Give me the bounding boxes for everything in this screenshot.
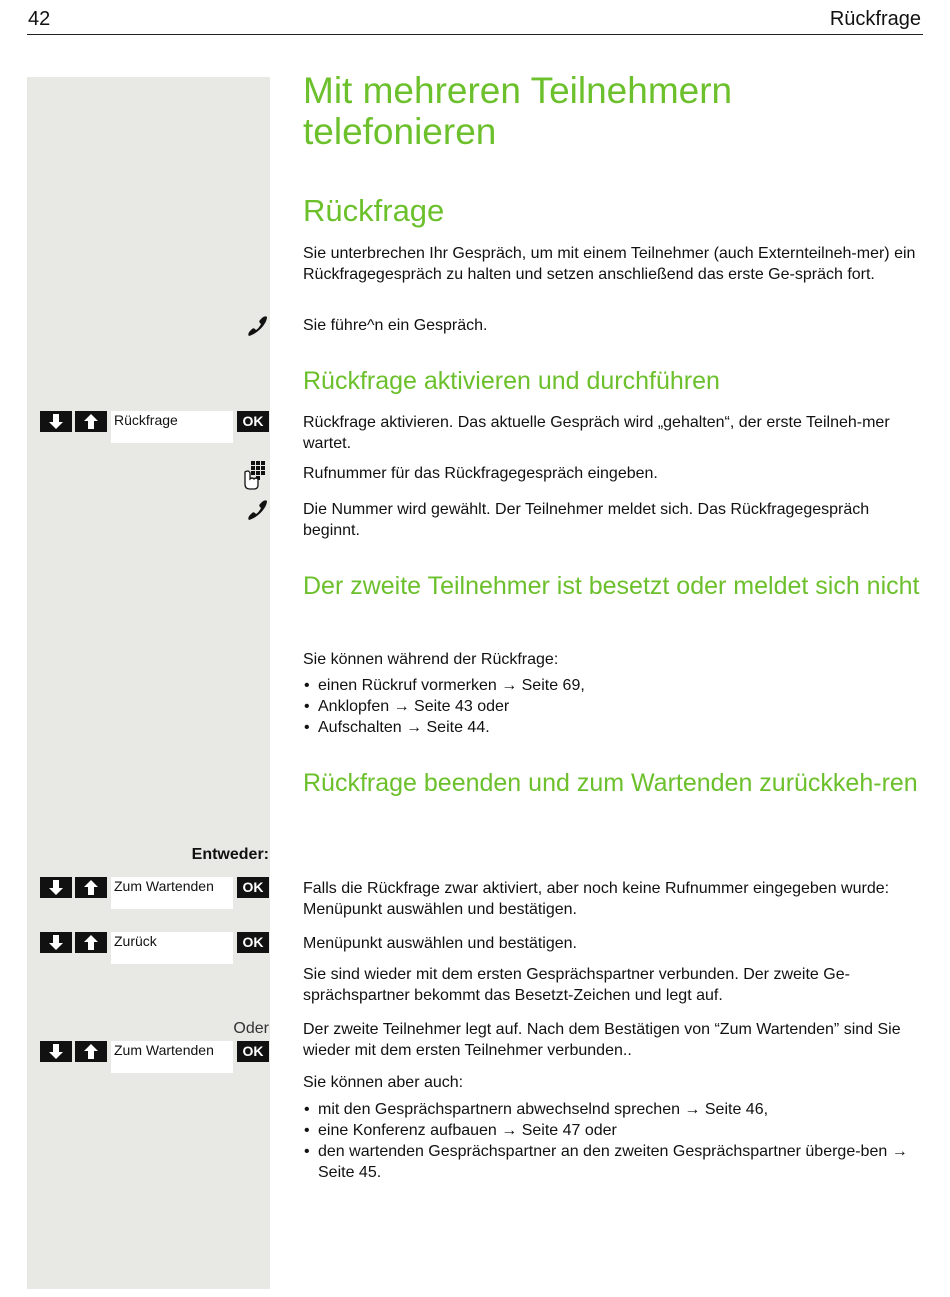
- handset-icon: [245, 498, 269, 522]
- menu-item-rueckfrage[interactable]: Rückfrage: [111, 411, 233, 443]
- menu-row-rueckfrage: [40, 411, 270, 443]
- arrow-down-icon[interactable]: [40, 411, 72, 432]
- handset-icon: [245, 314, 269, 338]
- end-text-1: Falls die Rückfrage zwar aktiviert, aber noch keine Rufnummer eingegeben wurde: Menüpunkt auswählen und bestätigen.: [303, 880, 890, 918]
- list-item: • Aufschalten → Seite 44.: [303, 717, 920, 738]
- arrow-down-icon[interactable]: [40, 877, 72, 898]
- or-label: Oder: [233, 1020, 269, 1037]
- sidebar-column: [27, 77, 270, 1289]
- step-dial: Rufnummer für das Rückfragegespräch eingeben.: [303, 465, 658, 482]
- arrow-down-icon[interactable]: [40, 1041, 72, 1062]
- end-text-4: Der zweite Teilnehmer legt auf. Nach dem Bestätigen von “Zum Wartenden” sind Sie wieder mit dem ersten Teilnehmer verbunden..: [303, 1021, 901, 1059]
- header-rule: [27, 34, 923, 35]
- section-title: Rückfrage: [303, 193, 445, 228]
- menu-item-zum-wartenden[interactable]: Zum Wartenden: [111, 877, 233, 909]
- arrow-up-icon[interactable]: [75, 411, 107, 432]
- running-header: Rückfrage: [829, 8, 921, 30]
- keypad-icon: [241, 460, 269, 490]
- menu-item-zurueck[interactable]: Zurück: [111, 932, 233, 964]
- step-call: Die Nummer wird gewählt. Der Teilnehmer meldet sich. Das Rückfragegespräch beginnt.: [303, 501, 870, 539]
- end-text-3: Sie sind wieder mit dem ersten Gesprächspartner verbunden. Der zweite Ge-sprächspartner bekommt das Besetzt-Zeichen und legt auf.: [303, 966, 850, 1004]
- arrow-up-icon[interactable]: [75, 932, 107, 953]
- ok-button[interactable]: OK: [237, 932, 269, 953]
- menu-item-zum-wartenden[interactable]: Zum Wartenden: [111, 1041, 233, 1073]
- end-text-2: Menüpunkt auswählen und bestätigen.: [303, 935, 577, 952]
- intro-step: Sie führe^n ein Gespräch.: [303, 317, 488, 334]
- ok-button[interactable]: OK: [237, 411, 269, 432]
- busy-lead: Sie können während der Rückfrage:: [303, 651, 559, 668]
- arrow-down-icon[interactable]: [40, 932, 72, 953]
- either-label: Entweder:: [191, 846, 269, 863]
- list-item: • mit den Gesprächspartnern abwechselnd sprechen → Seite 46,: [303, 1099, 920, 1120]
- list-item: • eine Konferenz aufbauen → Seite 47 oder: [303, 1120, 920, 1141]
- busy-options-list: [303, 675, 920, 738]
- ok-button[interactable]: OK: [237, 877, 269, 898]
- intro-text: Sie unterbrechen Ihr Gespräch, um mit einem Teilnehmer (auch Externteilneh-mer) ein Rückfragegespräch zu halten und setzen anschließend das erste Ge-spräch fort.: [303, 245, 916, 283]
- menu-row-zurueck: [40, 932, 270, 964]
- subsection-title-activate: Rückfrage aktivieren und durchführen: [303, 367, 720, 395]
- arrow-up-icon[interactable]: [75, 1041, 107, 1062]
- page-title: Mit mehreren Teilnehmern telefonieren: [303, 70, 733, 152]
- list-item: • den wartenden Gesprächspartner an den zweiten Gesprächspartner überge-ben → Seite 45.: [303, 1141, 920, 1183]
- end-lead: Sie können aber auch:: [303, 1074, 464, 1091]
- list-item: • einen Rückruf vormerken → Seite 69,: [303, 675, 920, 696]
- step-activate: Rückfrage aktivieren. Das aktuelle Gespräch wird „gehalten“, der erste Teilneh-mer wartet.: [303, 414, 890, 452]
- menu-row-zum-wartenden-2: [40, 1041, 270, 1073]
- menu-row-zum-wartenden: [40, 877, 270, 909]
- arrow-up-icon[interactable]: [75, 877, 107, 898]
- list-item: • Anklopfen → Seite 43 oder: [303, 696, 920, 717]
- end-options-list: [303, 1099, 920, 1183]
- page-number: 42: [28, 8, 51, 30]
- subsection-title-busy: Der zweite Teilnehmer ist besetzt oder meldet sich nicht: [303, 572, 920, 600]
- ok-button[interactable]: OK: [237, 1041, 269, 1062]
- subsection-title-end: Rückfrage beenden und zum Wartenden zurückkeh-ren: [303, 769, 918, 797]
